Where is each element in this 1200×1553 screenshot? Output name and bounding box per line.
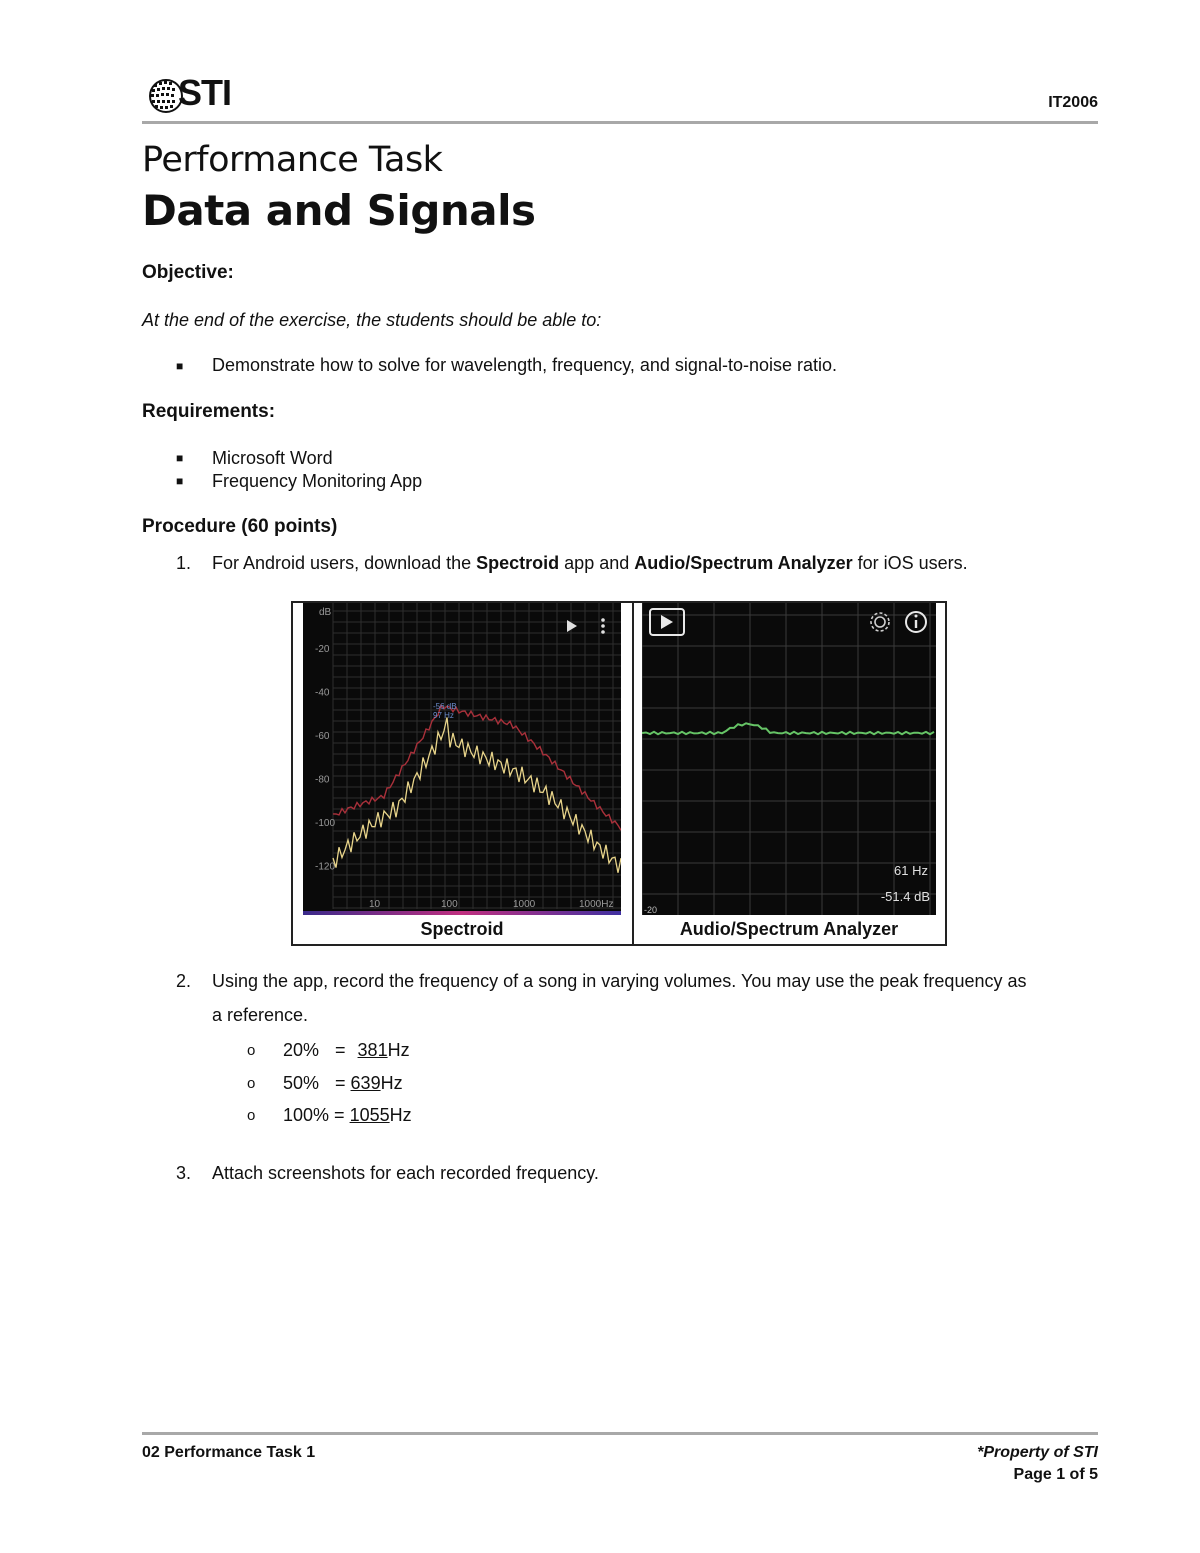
bullet-icon: ■ [176,474,184,488]
page-title: Data and Signals [142,186,536,235]
step1-part: For Android users, download the [212,553,477,573]
course-code: IT2006 [1048,94,1098,111]
analyzer-caption: Audio/Spectrum Analyzer [679,919,899,939]
reading-equals: = [334,1105,345,1125]
header-divider [142,121,1098,124]
reading-label: 100% [283,1105,330,1125]
bullet-icon: ■ [176,451,184,465]
app-screenshots-figure [291,601,947,946]
step3-text: Attach screenshots for each recorded frequency. [212,1163,599,1183]
db-readout: -51.4 dB [880,889,930,904]
reading-row [283,1073,403,1094]
figure-divider [632,603,634,946]
reading-label: 50% [283,1073,320,1093]
x-tick-label: 1000Hz [579,899,614,910]
reading-unit: Hz [387,1040,410,1060]
x-tick-label: 1000 [513,899,536,910]
step-number: 1. [176,553,192,573]
reading-label: 20% [283,1040,320,1060]
y-tick-label: -60 [315,731,330,742]
spectroid-caption: Spectroid [420,919,504,939]
objective-heading: Objective: [142,262,234,283]
analyzer-app-name: Audio/Spectrum Analyzer [634,553,853,573]
reading-row [283,1040,410,1061]
peak-hz-label: 97 Hz [433,711,454,720]
reading-equals: = [335,1040,346,1060]
step2-line1: Using the app, record the frequency of a song in varying volumes. You may use the peak frequency as [212,971,1027,991]
objective-intro: At the end of the exercise, the students should be able to: [142,310,602,330]
footer-doc-title: 02 Performance Task 1 [142,1444,316,1461]
step1-part: for iOS users. [852,553,968,573]
step1-text [212,553,968,574]
page-header [142,70,1098,126]
spectroid-screenshot [303,603,621,915]
step2-line2: a reference. [212,1005,309,1025]
step1-part: app and [559,553,635,573]
analyzer-screenshot [642,603,936,915]
reading-unit: Hz [380,1073,403,1093]
spectroid-app-name: Spectroid [476,553,560,573]
sti-logo [148,72,243,116]
logo-text: STI [178,72,232,113]
objective-item: Demonstrate how to solve for wavelength, frequency, and signal-to-noise ratio. [212,355,837,375]
y-tick-label: -120 [315,861,336,873]
page-subtitle: Performance Task [142,140,443,180]
reading-value: 381 [357,1040,388,1060]
x-tick-label: 100 [441,899,458,910]
circle-bullet: o [247,1075,256,1092]
procedure-heading: Procedure (60 points) [142,516,338,537]
reading-value: 639 [350,1073,381,1093]
frequency-readout: 61 Hz [894,863,928,878]
peak-db-label: -56 dB [433,702,457,711]
more-vert-icon[interactable] [601,618,605,634]
reading-row [283,1105,412,1126]
y-tick-label: -80 [315,774,330,786]
reading-value: 1055 [349,1105,390,1125]
y-tick-label: -100 [315,818,336,829]
circle-bullet: o [247,1107,256,1124]
reading-equals: = [335,1073,346,1093]
step-number: 3. [176,1163,192,1183]
footer-property: *Property of STI [977,1444,1098,1461]
footer-page-number: Page 1 of 5 [1013,1466,1098,1483]
footer-divider [142,1432,1098,1435]
y-tick-label: -20 [315,644,330,655]
y-tick-label: -40 [315,687,330,699]
reading-unit: Hz [389,1105,412,1125]
requirement-item: Frequency Monitoring App [212,471,423,491]
requirement-item: Microsoft Word [212,448,333,468]
requirements-heading: Requirements: [142,401,276,422]
axis-label: -20 [644,905,658,915]
x-tick-label: 10 [369,899,381,910]
bullet-icon: ■ [176,359,184,373]
y-unit-label: dB [319,607,332,618]
step-number: 2. [176,971,192,991]
circle-bullet: o [247,1042,256,1059]
